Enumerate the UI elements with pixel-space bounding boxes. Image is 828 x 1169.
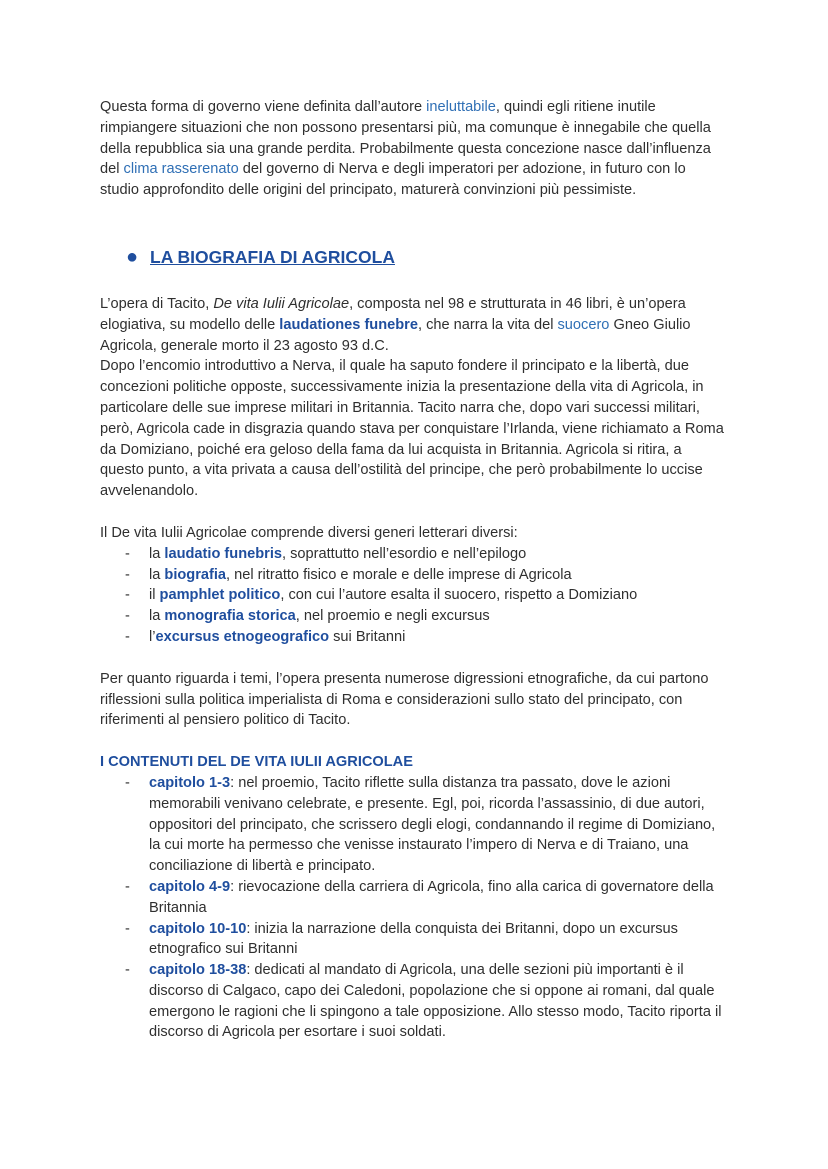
section-heading	[126, 243, 728, 271]
dash-bullet: -	[125, 587, 130, 604]
intro-paragraph: Questa forma di governo viene definita dall’autore ineluttabile, quindi egli ritiene inutile rimpiangere situazioni che non possono presentarsi più, ma comunque è innegabile che quella della repubblica sia una grande perdita. Probabilmente questa concezione nasce dall’influenza del clima rasserenato del governo di Nerva e degli imperatori per adozione, in futuro con lo studio approfondito delle origini del principato, maturerà convinzioni più pessimiste.	[100, 99, 711, 199]
bullet-icon: ●	[126, 245, 139, 268]
list-item: - capitolo 1-3: nel proemio, Tacito riflette sulla distanza tra passato, dove le azioni memorabili venivano celebrate, e presente. Egl, poi, ricorda l’assassinio, di due autori, oppositori del principato, che scrissero degli elogi, condannando il regime di Domiziano, la cui morte ha permesso che venisse instaurato l’impero di Nerva e di Traiano, una conciliazione di libertà e principato.	[125, 774, 716, 875]
list-item: - l’excursus etnogeografico sui Britanni	[100, 627, 728, 648]
dash-bullet: -	[125, 608, 130, 625]
list-item: - capitolo 4-9: rievocazione della carriera di Agricola, fino alla carica di governatore della Britannia	[125, 878, 714, 916]
themes-paragraph: Per quanto riguarda i temi, l’opera presenta numerose digressioni etnografiche, da cui partono riflessioni sulla politica imperialista di Roma e considerazioni sullo stato del principato, con riferimenti al pensiero politico di Tacito.	[100, 670, 709, 729]
dash-bullet: -	[125, 962, 130, 979]
dash-bullet: -	[125, 878, 130, 895]
term-laudationes: laudationes funebre	[279, 316, 418, 333]
dash-bullet: -	[125, 774, 130, 791]
dash-bullet: -	[125, 566, 130, 583]
dash-bullet: -	[125, 545, 130, 562]
contents-list	[100, 773, 728, 1043]
work-title: De vita Iulii Agricolae	[213, 295, 350, 312]
contents-title: I CONTENUTI DEL DE VITA IULII AGRICOLAE	[100, 754, 413, 771]
summary-paragraph: Dopo l’encomio introduttivo a Nerva, il quale ha saputo fondere il principato e la libertà, due concezioni politiche opposte, successivamente inizia la presentazione della vita di Agricola, in particolare delle sue imprese militari in Britannia. Tacito narra che, dopo vari successi militari, però, Agricola cade in disgrazia quando stava per conquistare l’Irlanda, viene richiamato a Roma da Domiziano, poiché era geloso della fama da lui acquista in Britannia. Agricola si ritira, a questo punto, a vita privata a causa dell’ostilità del principe, che però probabilmente lo uccise avvelenandolo.	[100, 358, 724, 500]
list-item: - la monografia storica, nel proemio e negli excursus	[100, 606, 728, 627]
list-item: - capitolo 18-38: dedicati al mandato di Agricola, una delle sezioni più importanti è il discorso di Calgaco, capo dei Caledoni, popolazione che si oppone ai romani, dal quale emergono le ragioni che li spingono a tale opposizione. Allo stesso modo, Tacito riporta il discorso di Agricola per esortare i suoi soldati.	[125, 962, 722, 1041]
list-item: - la biografia, nel ritratto fisico e morale e delle imprese di Agricola	[100, 565, 728, 586]
link-suocero[interactable]: suocero	[557, 316, 610, 333]
dash-bullet: -	[125, 628, 130, 645]
list-item: - capitolo 10-10: inizia la narrazione della conquista dei Britanni, dopo un excursus etnografico sui Britanni	[125, 920, 678, 958]
link-ineluttabile[interactable]: ineluttabile	[426, 99, 496, 115]
genres-list	[100, 544, 728, 648]
genres-intro: Il De vita Iulii Agricolae comprende diversi generi letterari diversi:	[100, 524, 518, 541]
list-item: - la laudatio funebris, soprattutto nell’esordio e nell’epilogo	[100, 544, 728, 565]
dash-bullet: -	[125, 920, 130, 937]
document-page	[100, 97, 728, 1043]
work-paragraph: L’opera di Tacito, De vita Iulii Agricolae, composta nel 98 e strutturata in 46 libri, è un’opera elogiativa, su modello delle laudationes funebre, che narra la vita del suocero Gneo Giulio Agricola, generale morto il 23 agosto 93 d.C.	[100, 295, 691, 354]
link-clima-rasserenato[interactable]: clima rasserenato	[123, 161, 239, 178]
heading-title[interactable]: LA BIOGRAFIA DI AGRICOLA	[150, 246, 395, 267]
list-item: - il pamphlet politico, con cui l’autore esalta il suocero, rispetto a Domiziano	[100, 585, 728, 606]
